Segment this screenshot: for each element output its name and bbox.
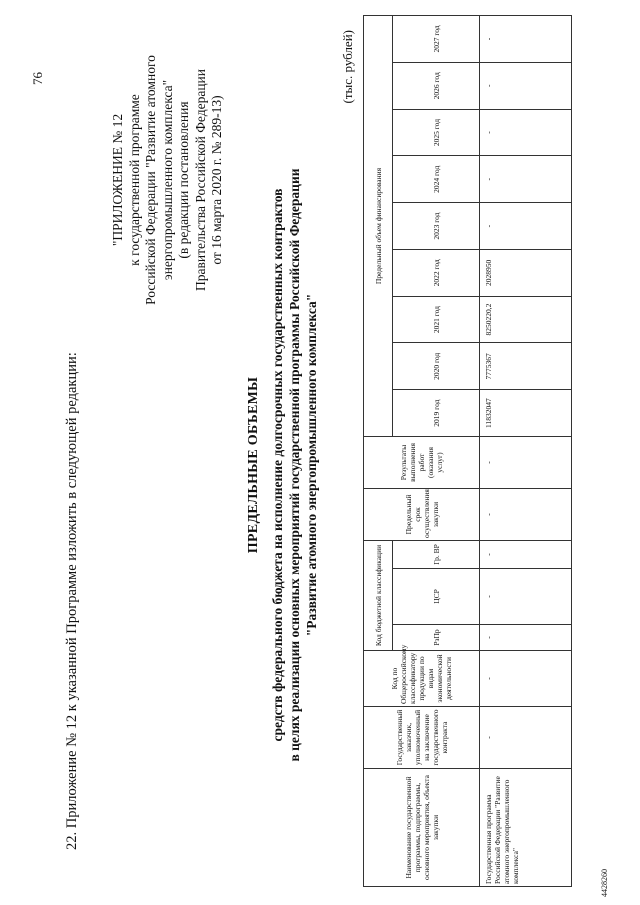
col-header-okpd: Код по Общероссийскому классификатору продукции по видам экономической деятельности (364, 651, 480, 707)
cell-value: - (480, 156, 572, 203)
cell-value: - (480, 203, 572, 250)
cell-customer: - (480, 707, 572, 769)
appendix-line: Российской Федерации "Развитие атомного (143, 55, 158, 305)
cell-value: - (480, 109, 572, 156)
col-header-grvr: Гр. ВР (393, 541, 480, 569)
cell-value: - (480, 62, 572, 109)
cell-term: - (480, 489, 572, 541)
cell-value: - (480, 16, 572, 63)
col-header-csr: ЦСР (393, 569, 480, 625)
appendix-line: к государственной программе (126, 94, 142, 266)
col-header-year: 2024 год (393, 156, 480, 203)
col-header-financing: Предельный объем финансирования (364, 16, 393, 437)
document-title (245, 155, 320, 775)
appendix-line: "ПРИЛОЖЕНИЕ № 12 (110, 113, 125, 247)
col-header-year: 2021 год (393, 296, 480, 343)
cell-grvr: - (480, 541, 572, 569)
col-header-customer: Государственный заказчик, уполномоченный на заключение государственного контракта (364, 707, 480, 769)
cell-okpd: - (480, 651, 572, 707)
col-header-year: 2019 год (393, 390, 480, 437)
title-line: "Развитие атомного энергопромышленного комплекса" (304, 293, 319, 637)
page-number: 76 (30, 72, 45, 85)
table-row (480, 16, 572, 887)
units-label: (тыс. рублей) (340, 30, 355, 104)
cell-value: 8250220,2 (480, 296, 572, 343)
appendix-line: энергопромышленного комплекса" (159, 79, 175, 281)
title-line: средств федерального бюджета на исполнение долгосрочных государственных контрактов (270, 188, 285, 742)
appendix-line: Правительства Российской Федерации (192, 69, 208, 291)
appendix-line: (в редакции постановления (176, 101, 191, 259)
col-header-year: 2022 год (393, 249, 480, 296)
intro-paragraph: 22. Приложение № 12 к указанной Программе изложить в следующей редакции: (64, 352, 80, 850)
col-header-year: 2020 год (393, 343, 480, 390)
col-header-year: 2025 год (393, 109, 480, 156)
cell-csr: - (480, 569, 572, 625)
cell-rzpr: - (480, 625, 572, 651)
col-header-year: 2027 год (393, 16, 480, 63)
col-header-rzpr: РзПр (393, 625, 480, 651)
document-code: 4428260 (600, 869, 609, 897)
cell-value: 2028950 (480, 249, 572, 296)
title-heading: ПРЕДЕЛЬНЫЕ ОБЪЕМЫ (246, 376, 261, 554)
cell-name: Государственная программа Российской Федерации "Развитие атомного энергопромышленного комплекса" (480, 769, 572, 887)
cell-value: 11832047 (480, 390, 572, 437)
col-header-year: 2023 год (393, 203, 480, 250)
col-header-budget-codes: Код бюджетной классификации (364, 541, 393, 651)
appendix-line: от 16 марта 2020 г. № 289-13) (209, 95, 224, 265)
cell-value: 7775367 (480, 343, 572, 390)
col-header-name: Наименование государственной программы, подпрограммы, основного мероприятия, объекта закупки (364, 769, 480, 887)
col-header-results: Результаты выполнения работ (оказания услуг) (364, 437, 480, 489)
col-header-term: Предельный срок осуществления закупки (364, 489, 480, 541)
col-header-year: 2026 год (393, 62, 480, 109)
cell-results: - (480, 437, 572, 489)
appendix-header (110, 15, 226, 345)
financing-table (363, 15, 572, 887)
table-header-row (364, 16, 393, 887)
title-line: в целях реализации основных мероприятий государственной программы Российской Федерации (287, 168, 302, 762)
